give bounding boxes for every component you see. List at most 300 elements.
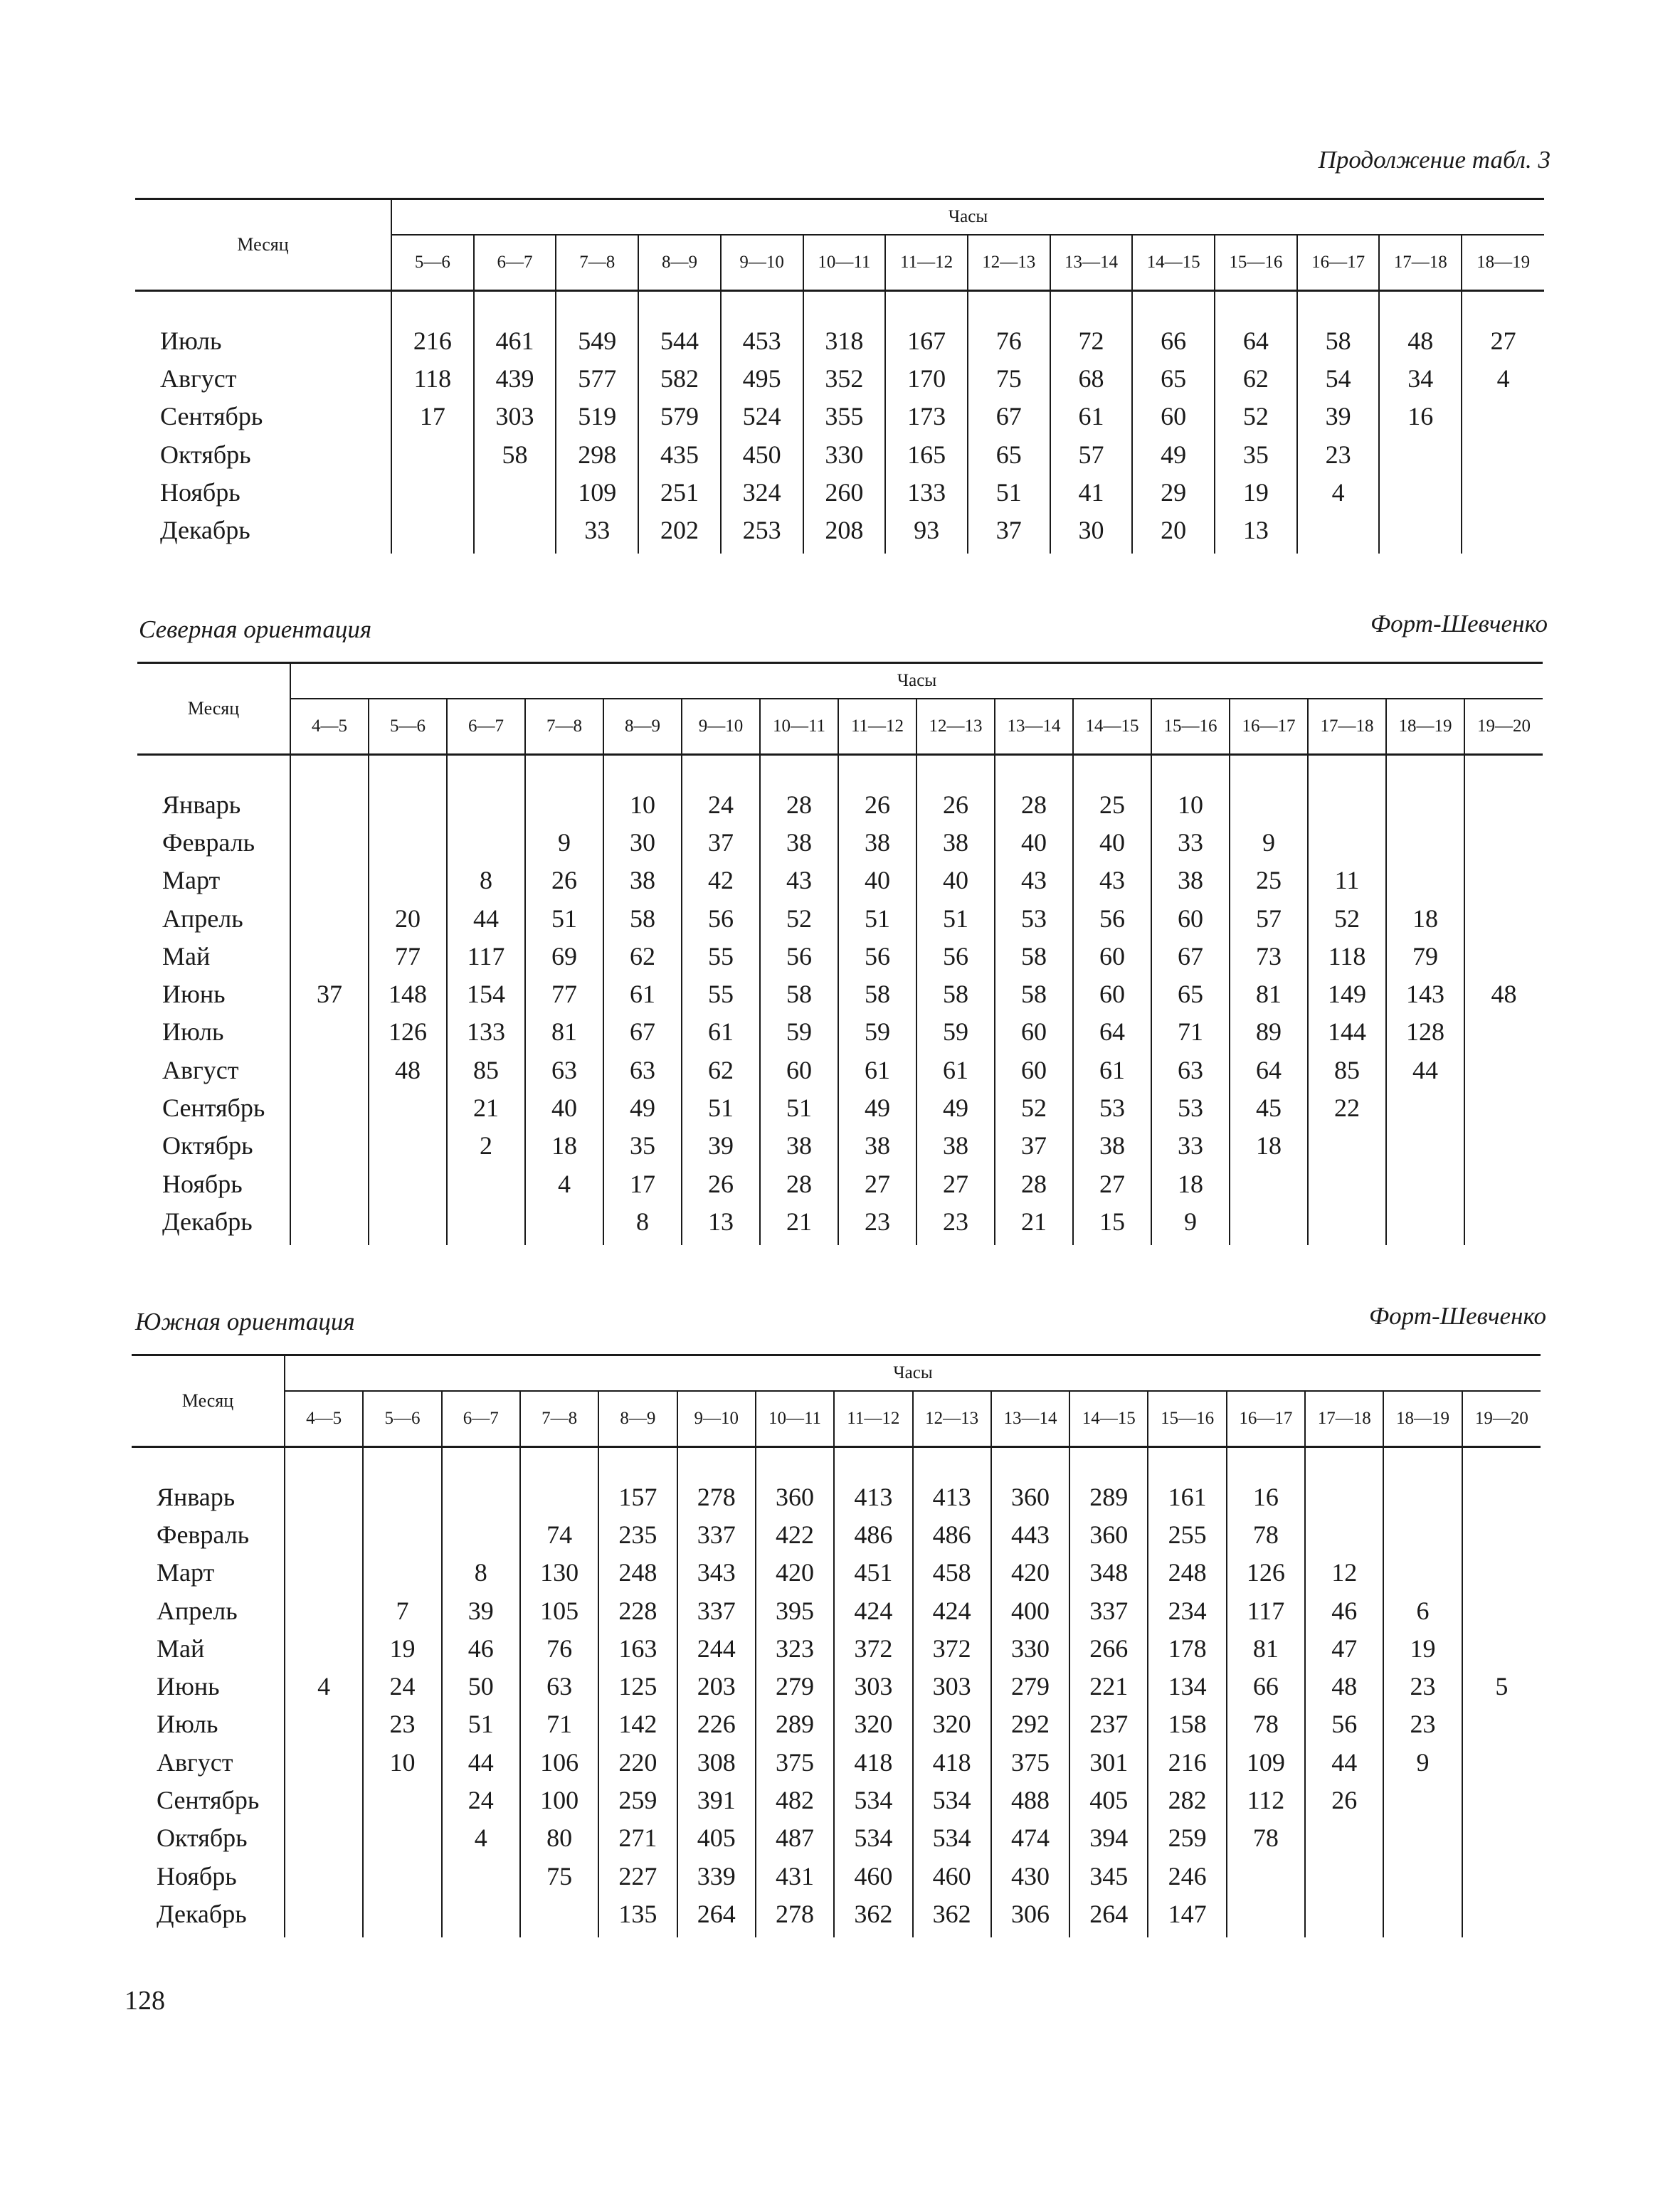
value-cell: 59 bbox=[838, 1013, 916, 1051]
value-cell: 148 bbox=[369, 975, 447, 1012]
value-cell bbox=[285, 1857, 363, 1895]
table-row bbox=[137, 975, 1543, 1012]
value-cell: 337 bbox=[677, 1515, 756, 1553]
hour-column-header: 16—17 bbox=[1230, 699, 1308, 755]
value-cell: 74 bbox=[520, 1515, 598, 1553]
value-cell: 60 bbox=[1132, 398, 1215, 435]
value-cell: 30 bbox=[603, 823, 682, 861]
value-cell: 360 bbox=[991, 1478, 1069, 1515]
value-cell: 134 bbox=[1148, 1667, 1226, 1705]
value-cell bbox=[290, 1165, 369, 1202]
north-location-label: Форт-Шевченко bbox=[1370, 610, 1548, 637]
value-cell: 105 bbox=[520, 1592, 598, 1629]
value-cell: 450 bbox=[721, 435, 803, 473]
value-cell: 549 bbox=[556, 322, 638, 359]
value-cell: 40 bbox=[838, 862, 916, 899]
hour-column-header: 7—8 bbox=[556, 235, 638, 291]
value-cell: 39 bbox=[682, 1127, 760, 1165]
table-row bbox=[132, 1743, 1541, 1781]
value-cell: 228 bbox=[598, 1592, 677, 1629]
hour-column-header: 14—15 bbox=[1073, 699, 1151, 755]
table-row bbox=[137, 1165, 1543, 1202]
value-cell bbox=[1462, 435, 1544, 473]
month-cell: Ноябрь bbox=[160, 477, 241, 507]
month-cell: Май bbox=[162, 941, 211, 970]
value-cell bbox=[391, 473, 474, 511]
value-cell: 76 bbox=[520, 1629, 598, 1667]
value-cell: 26 bbox=[838, 785, 916, 823]
value-cell: 278 bbox=[756, 1895, 834, 1937]
value-cell: 75 bbox=[968, 359, 1050, 397]
hour-column-header: 16—17 bbox=[1227, 1391, 1305, 1447]
month-cell: Апрель bbox=[157, 1596, 238, 1625]
table-row bbox=[132, 1629, 1541, 1667]
value-cell: 495 bbox=[721, 359, 803, 397]
value-cell: 52 bbox=[760, 899, 838, 937]
value-cell: 487 bbox=[756, 1819, 834, 1857]
value-cell bbox=[363, 1515, 441, 1553]
value-cell: 154 bbox=[447, 975, 525, 1012]
value-cell bbox=[1305, 1895, 1383, 1937]
hour-column-header: 10—11 bbox=[760, 699, 838, 755]
value-cell: 65 bbox=[968, 435, 1050, 473]
hour-column-header: 5—6 bbox=[363, 1391, 441, 1447]
value-cell: 534 bbox=[913, 1781, 991, 1819]
value-cell bbox=[285, 1743, 363, 1781]
value-cell: 118 bbox=[391, 359, 474, 397]
value-cell bbox=[447, 823, 525, 861]
value-cell: 19 bbox=[1383, 1629, 1462, 1667]
value-cell: 343 bbox=[677, 1554, 756, 1592]
value-cell: 26 bbox=[1305, 1781, 1383, 1819]
value-cell bbox=[290, 937, 369, 975]
value-cell: 28 bbox=[995, 1165, 1073, 1202]
table-row bbox=[137, 785, 1543, 823]
value-cell: 23 bbox=[916, 1202, 995, 1244]
value-cell bbox=[447, 1165, 525, 1202]
hour-column-header: 13—14 bbox=[995, 699, 1073, 755]
value-cell: 8 bbox=[442, 1554, 520, 1592]
value-cell: 35 bbox=[1215, 435, 1297, 473]
value-cell: 279 bbox=[756, 1667, 834, 1705]
hour-column-header: 11—12 bbox=[834, 1391, 912, 1447]
value-cell: 66 bbox=[1227, 1667, 1305, 1705]
hour-column-header: 9—10 bbox=[682, 699, 760, 755]
value-cell: 203 bbox=[677, 1667, 756, 1705]
value-cell bbox=[285, 1819, 363, 1857]
value-cell: 142 bbox=[598, 1705, 677, 1743]
table-1 bbox=[135, 198, 1544, 554]
value-cell bbox=[447, 785, 525, 823]
value-cell: 173 bbox=[885, 398, 968, 435]
hour-column-header: 13—14 bbox=[991, 1391, 1069, 1447]
value-cell: 18 bbox=[1386, 899, 1464, 937]
value-cell: 54 bbox=[1297, 359, 1380, 397]
value-cell bbox=[1462, 1781, 1541, 1819]
value-cell: 38 bbox=[760, 1127, 838, 1165]
hour-column-header: 6—7 bbox=[442, 1391, 520, 1447]
value-cell: 50 bbox=[442, 1667, 520, 1705]
value-cell: 23 bbox=[1383, 1705, 1462, 1743]
value-cell: 43 bbox=[995, 862, 1073, 899]
value-cell: 9 bbox=[1151, 1202, 1230, 1244]
value-cell: 51 bbox=[525, 899, 603, 937]
value-cell: 244 bbox=[677, 1629, 756, 1667]
value-cell: 77 bbox=[369, 937, 447, 975]
value-cell: 264 bbox=[677, 1895, 756, 1937]
value-cell: 486 bbox=[913, 1515, 991, 1553]
value-cell: 128 bbox=[1386, 1013, 1464, 1051]
value-cell: 301 bbox=[1069, 1743, 1148, 1781]
value-cell: 81 bbox=[1227, 1629, 1305, 1667]
value-cell: 60 bbox=[995, 1013, 1073, 1051]
value-cell bbox=[363, 1781, 441, 1819]
value-cell: 38 bbox=[760, 823, 838, 861]
value-cell bbox=[369, 1202, 447, 1244]
value-cell: 289 bbox=[1069, 1478, 1148, 1515]
value-cell: 13 bbox=[682, 1202, 760, 1244]
hour-column-header: 5—6 bbox=[391, 235, 474, 291]
page-number: 128 bbox=[125, 1986, 165, 2016]
value-cell: 26 bbox=[682, 1165, 760, 1202]
value-cell: 34 bbox=[1379, 359, 1462, 397]
value-cell: 37 bbox=[682, 823, 760, 861]
value-cell bbox=[1464, 1089, 1543, 1126]
hour-column-header: 10—11 bbox=[803, 235, 886, 291]
value-cell: 59 bbox=[760, 1013, 838, 1051]
value-cell: 62 bbox=[1215, 359, 1297, 397]
value-cell: 38 bbox=[916, 1127, 995, 1165]
value-cell: 303 bbox=[474, 398, 556, 435]
month-cell: Январь bbox=[157, 1482, 236, 1511]
value-cell: 227 bbox=[598, 1857, 677, 1895]
month-cell: Июнь bbox=[157, 1672, 220, 1701]
value-cell: 21 bbox=[760, 1202, 838, 1244]
value-cell bbox=[1462, 1857, 1541, 1895]
value-cell: 2 bbox=[447, 1127, 525, 1165]
value-cell: 125 bbox=[598, 1667, 677, 1705]
value-cell: 38 bbox=[838, 1127, 916, 1165]
month-cell: Февраль bbox=[162, 827, 255, 857]
hour-column-header: 7—8 bbox=[525, 699, 603, 755]
month-cell: Сентябрь bbox=[162, 1094, 265, 1123]
value-cell: 400 bbox=[991, 1592, 1069, 1629]
value-cell: 418 bbox=[913, 1743, 991, 1781]
month-cell: Ноябрь bbox=[162, 1169, 243, 1198]
table-row bbox=[137, 862, 1543, 899]
value-cell: 61 bbox=[682, 1013, 760, 1051]
value-cell: 35 bbox=[603, 1127, 682, 1165]
table-row bbox=[132, 1895, 1541, 1937]
value-cell bbox=[290, 899, 369, 937]
value-cell: 66 bbox=[1132, 322, 1215, 359]
value-cell: 63 bbox=[1151, 1051, 1230, 1089]
table-row bbox=[135, 511, 1544, 553]
value-cell: 9 bbox=[525, 823, 603, 861]
hour-column-header: 6—7 bbox=[447, 699, 525, 755]
value-cell: 324 bbox=[721, 473, 803, 511]
value-cell: 282 bbox=[1148, 1781, 1226, 1819]
value-cell: 348 bbox=[1069, 1554, 1148, 1592]
value-cell: 44 bbox=[1386, 1051, 1464, 1089]
value-cell: 69 bbox=[525, 937, 603, 975]
value-cell: 431 bbox=[756, 1857, 834, 1895]
value-cell bbox=[1230, 785, 1308, 823]
south-location-label: Форт-Шевченко bbox=[1369, 1302, 1546, 1330]
value-cell bbox=[1379, 511, 1462, 553]
value-cell: 49 bbox=[603, 1089, 682, 1126]
value-cell: 405 bbox=[1069, 1781, 1148, 1819]
value-cell: 18 bbox=[525, 1127, 603, 1165]
value-cell: 68 bbox=[1050, 359, 1133, 397]
value-cell: 52 bbox=[1215, 398, 1297, 435]
value-cell: 58 bbox=[474, 435, 556, 473]
value-cell: 64 bbox=[1230, 1051, 1308, 1089]
value-cell bbox=[1464, 1051, 1543, 1089]
value-cell: 56 bbox=[916, 937, 995, 975]
value-cell bbox=[1462, 1895, 1541, 1937]
value-cell: 318 bbox=[803, 322, 886, 359]
value-cell: 308 bbox=[677, 1743, 756, 1781]
value-cell: 420 bbox=[756, 1554, 834, 1592]
value-cell: 355 bbox=[803, 398, 886, 435]
value-cell: 53 bbox=[995, 899, 1073, 937]
value-cell: 40 bbox=[916, 862, 995, 899]
value-cell: 43 bbox=[760, 862, 838, 899]
hour-column-header: 4—5 bbox=[290, 699, 369, 755]
table-row bbox=[132, 1478, 1541, 1515]
value-cell bbox=[1305, 1478, 1383, 1515]
value-cell bbox=[1386, 1165, 1464, 1202]
value-cell: 112 bbox=[1227, 1781, 1305, 1819]
month-cell: Сентябрь bbox=[160, 402, 263, 431]
value-cell bbox=[1383, 1554, 1462, 1592]
value-cell: 271 bbox=[598, 1819, 677, 1857]
value-cell: 216 bbox=[391, 322, 474, 359]
value-cell: 100 bbox=[520, 1781, 598, 1819]
value-cell bbox=[1308, 785, 1386, 823]
value-cell: 56 bbox=[682, 899, 760, 937]
table-row bbox=[137, 1127, 1543, 1165]
value-cell: 11 bbox=[1308, 862, 1386, 899]
value-cell: 330 bbox=[803, 435, 886, 473]
table-south bbox=[132, 1354, 1541, 1937]
month-cell: Сентябрь bbox=[157, 1786, 260, 1815]
value-cell: 85 bbox=[447, 1051, 525, 1089]
value-cell: 28 bbox=[760, 1165, 838, 1202]
value-cell bbox=[1462, 1819, 1541, 1857]
value-cell: 19 bbox=[363, 1629, 441, 1667]
value-cell: 76 bbox=[968, 322, 1050, 359]
value-cell: 89 bbox=[1230, 1013, 1308, 1051]
hour-column-header: 17—18 bbox=[1308, 699, 1386, 755]
value-cell bbox=[1308, 1202, 1386, 1244]
hour-column-header: 8—9 bbox=[638, 235, 721, 291]
value-cell: 29 bbox=[1132, 473, 1215, 511]
hour-column-header: 18—19 bbox=[1462, 235, 1544, 291]
value-cell: 73 bbox=[1230, 937, 1308, 975]
value-cell bbox=[1386, 823, 1464, 861]
value-cell: 23 bbox=[838, 1202, 916, 1244]
value-cell: 71 bbox=[1151, 1013, 1230, 1051]
table-row bbox=[132, 1554, 1541, 1592]
value-cell: 394 bbox=[1069, 1819, 1148, 1857]
value-cell: 534 bbox=[913, 1819, 991, 1857]
value-cell bbox=[1462, 1705, 1541, 1743]
value-cell: 58 bbox=[916, 975, 995, 1012]
value-cell: 63 bbox=[603, 1051, 682, 1089]
table-row bbox=[132, 1515, 1541, 1553]
value-cell: 117 bbox=[1227, 1592, 1305, 1629]
value-cell: 60 bbox=[1073, 937, 1151, 975]
value-cell bbox=[1386, 862, 1464, 899]
value-cell: 460 bbox=[913, 1857, 991, 1895]
value-cell: 458 bbox=[913, 1554, 991, 1592]
value-cell: 4 bbox=[285, 1667, 363, 1705]
value-cell: 372 bbox=[913, 1629, 991, 1667]
value-cell: 143 bbox=[1386, 975, 1464, 1012]
value-cell: 519 bbox=[556, 398, 638, 435]
value-cell: 362 bbox=[913, 1895, 991, 1937]
value-cell: 330 bbox=[991, 1629, 1069, 1667]
value-cell: 13 bbox=[1215, 511, 1297, 553]
value-cell: 33 bbox=[1151, 823, 1230, 861]
value-cell: 323 bbox=[756, 1629, 834, 1667]
value-cell: 41 bbox=[1050, 473, 1133, 511]
value-cell: 248 bbox=[1148, 1554, 1226, 1592]
value-cell bbox=[290, 823, 369, 861]
value-cell: 170 bbox=[885, 359, 968, 397]
value-cell: 435 bbox=[638, 435, 721, 473]
table-row bbox=[137, 1051, 1543, 1089]
value-cell: 53 bbox=[1151, 1089, 1230, 1126]
value-cell bbox=[285, 1515, 363, 1553]
value-cell: 202 bbox=[638, 511, 721, 553]
value-cell: 10 bbox=[603, 785, 682, 823]
value-cell: 37 bbox=[995, 1127, 1073, 1165]
value-cell bbox=[363, 1819, 441, 1857]
value-cell bbox=[290, 862, 369, 899]
value-cell: 253 bbox=[721, 511, 803, 553]
value-cell: 49 bbox=[838, 1089, 916, 1126]
hour-column-header: 16—17 bbox=[1297, 235, 1380, 291]
value-cell: 443 bbox=[991, 1515, 1069, 1553]
value-cell: 306 bbox=[991, 1895, 1069, 1937]
value-cell: 9 bbox=[1383, 1743, 1462, 1781]
hours-group-header: Часы bbox=[285, 1355, 1541, 1392]
value-cell: 48 bbox=[1379, 322, 1462, 359]
value-cell: 259 bbox=[598, 1781, 677, 1819]
value-cell: 43 bbox=[1073, 862, 1151, 899]
value-cell: 62 bbox=[682, 1051, 760, 1089]
value-cell: 235 bbox=[598, 1515, 677, 1553]
value-cell: 26 bbox=[525, 862, 603, 899]
value-cell bbox=[1462, 473, 1544, 511]
value-cell bbox=[1386, 785, 1464, 823]
value-cell bbox=[1386, 1089, 1464, 1126]
value-cell: 48 bbox=[1305, 1667, 1383, 1705]
value-cell: 45 bbox=[1230, 1089, 1308, 1126]
value-cell: 16 bbox=[1379, 398, 1462, 435]
value-cell: 48 bbox=[1464, 975, 1543, 1012]
value-cell bbox=[525, 785, 603, 823]
value-cell bbox=[442, 1857, 520, 1895]
value-cell: 75 bbox=[520, 1857, 598, 1895]
value-cell: 10 bbox=[363, 1743, 441, 1781]
hour-column-header: 19—20 bbox=[1462, 1391, 1541, 1447]
value-cell: 62 bbox=[603, 937, 682, 975]
value-cell: 67 bbox=[1151, 937, 1230, 975]
value-cell bbox=[363, 1554, 441, 1592]
value-cell: 28 bbox=[760, 785, 838, 823]
value-cell bbox=[1227, 1895, 1305, 1937]
value-cell: 22 bbox=[1308, 1089, 1386, 1126]
value-cell: 216 bbox=[1148, 1743, 1226, 1781]
value-cell: 67 bbox=[968, 398, 1050, 435]
value-cell: 117 bbox=[447, 937, 525, 975]
value-cell: 264 bbox=[1069, 1895, 1148, 1937]
continuation-label: Продолжение табл. 3 bbox=[1318, 146, 1550, 174]
value-cell bbox=[1227, 1857, 1305, 1895]
value-cell: 64 bbox=[1073, 1013, 1151, 1051]
value-cell: 303 bbox=[913, 1667, 991, 1705]
value-cell: 51 bbox=[442, 1705, 520, 1743]
value-cell: 106 bbox=[520, 1743, 598, 1781]
value-cell: 360 bbox=[756, 1478, 834, 1515]
value-cell bbox=[369, 1089, 447, 1126]
value-cell: 453 bbox=[721, 322, 803, 359]
value-cell bbox=[447, 1202, 525, 1244]
value-cell: 391 bbox=[677, 1781, 756, 1819]
value-cell: 38 bbox=[603, 862, 682, 899]
value-cell bbox=[442, 1478, 520, 1515]
value-cell bbox=[290, 1127, 369, 1165]
month-cell: Март bbox=[162, 866, 221, 895]
value-cell: 8 bbox=[447, 862, 525, 899]
value-cell: 430 bbox=[991, 1857, 1069, 1895]
value-cell: 33 bbox=[556, 511, 638, 553]
value-cell: 147 bbox=[1148, 1895, 1226, 1937]
value-cell bbox=[1308, 1165, 1386, 1202]
value-cell: 451 bbox=[834, 1554, 912, 1592]
value-cell: 461 bbox=[474, 322, 556, 359]
value-cell: 52 bbox=[1308, 899, 1386, 937]
value-cell: 30 bbox=[1050, 511, 1133, 553]
month-cell: Февраль bbox=[157, 1520, 250, 1549]
value-cell bbox=[1462, 1515, 1541, 1553]
value-cell: 60 bbox=[760, 1051, 838, 1089]
value-cell bbox=[363, 1895, 441, 1937]
value-cell: 23 bbox=[1383, 1667, 1462, 1705]
value-cell: 482 bbox=[756, 1781, 834, 1819]
month-cell: Август bbox=[162, 1055, 239, 1084]
value-cell: 161 bbox=[1148, 1478, 1226, 1515]
value-cell: 61 bbox=[603, 975, 682, 1012]
value-cell: 339 bbox=[677, 1857, 756, 1895]
value-cell: 59 bbox=[916, 1013, 995, 1051]
value-cell bbox=[1383, 1895, 1462, 1937]
value-cell bbox=[285, 1629, 363, 1667]
value-cell: 109 bbox=[556, 473, 638, 511]
value-cell: 4 bbox=[1462, 359, 1544, 397]
hour-column-header: 11—12 bbox=[885, 235, 968, 291]
value-cell: 65 bbox=[1132, 359, 1215, 397]
value-cell: 246 bbox=[1148, 1857, 1226, 1895]
hour-column-header: 11—12 bbox=[838, 699, 916, 755]
value-cell: 221 bbox=[1069, 1667, 1148, 1705]
month-cell: Ноябрь bbox=[157, 1861, 237, 1890]
value-cell: 47 bbox=[1305, 1629, 1383, 1667]
